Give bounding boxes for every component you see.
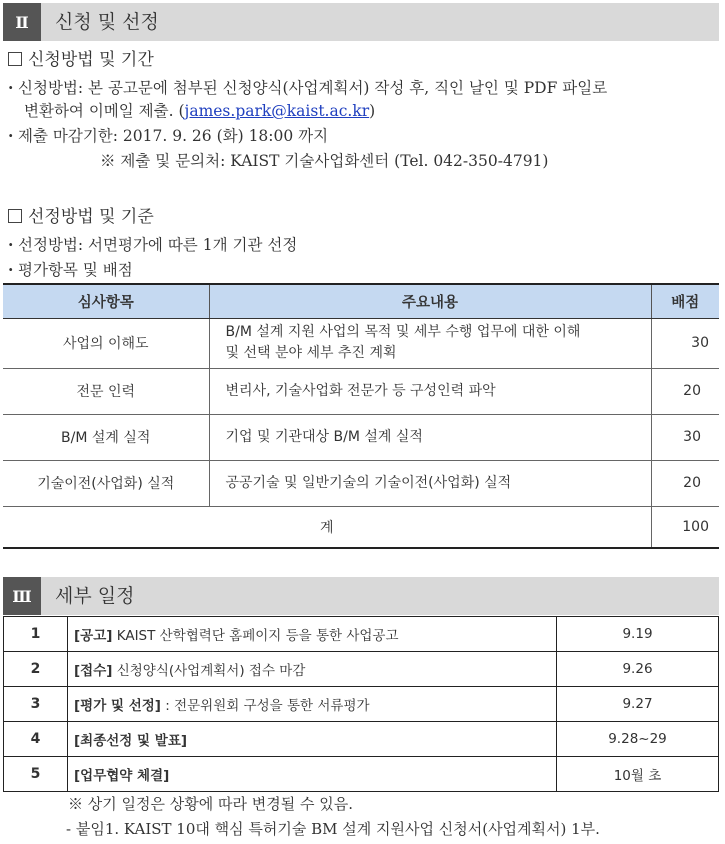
apply-method-text: 신청방법: 본 공고문에 첨부된 신청양식(사업계획서) 작성 후, 직인 날인 및 PDF 파일로 — [18, 79, 608, 97]
section-title: 신청 및 선정 — [55, 11, 159, 33]
eval-score: 20 — [651, 460, 719, 506]
eval-item: 사업의 이해도 — [3, 318, 209, 368]
eval-items-text: 평가항목 및 배점 — [18, 261, 133, 279]
section-3-header — [3, 577, 719, 615]
table-row — [3, 318, 719, 368]
total-label: 계 — [3, 506, 651, 548]
contact-line: ※ 제출 및 문의처: KAIST 기술사업화센터 (Tel. 042-350-4791) — [100, 152, 549, 170]
select-heading — [8, 207, 154, 227]
bullet-icon: · — [8, 78, 14, 97]
eval-item: B/M 설계 실적 — [3, 414, 209, 460]
schedule-date: 9.26 — [557, 652, 719, 687]
total-score: 100 — [651, 506, 719, 548]
table-row — [3, 368, 719, 414]
apply-method-line-2 — [24, 101, 375, 121]
table-header-row — [3, 284, 719, 318]
section-number: Ⅱ — [3, 3, 41, 41]
task-tag: [공고] — [74, 628, 113, 644]
section-title: 세부 일정 — [55, 585, 135, 607]
table-row — [4, 722, 719, 757]
bullet-icon: · — [8, 260, 14, 279]
total-row — [3, 506, 719, 548]
eval-score: 30 — [651, 414, 719, 460]
select-method-text: 선정방법: 서면평가에 따른 1개 기관 선정 — [18, 236, 298, 254]
task-tag: [업무협약 체결] — [74, 768, 170, 784]
table-row — [3, 460, 719, 506]
eval-item: 전문 인력 — [3, 368, 209, 414]
apply-heading-text: 신청방법 및 기간 — [28, 50, 154, 70]
schedule-task — [68, 757, 557, 792]
schedule-date: 9.19 — [557, 617, 719, 652]
paren-close: ) — [369, 102, 376, 120]
schedule-task — [68, 722, 557, 757]
schedule-date: 10월 초 — [557, 757, 719, 792]
schedule-no: 4 — [4, 722, 68, 757]
task-tag: [평가 및 선정] — [74, 698, 161, 714]
eval-content — [209, 318, 651, 368]
eval-score: 20 — [651, 368, 719, 414]
column-header: 배점 — [651, 284, 719, 318]
email-link[interactable]: james.park@kaist.ac.kr — [184, 102, 370, 120]
eval-content-line: 및 선택 분야 세부 추진 계획 — [225, 345, 397, 361]
eval-score: 30 — [651, 318, 719, 368]
select-heading-text: 선정방법 및 기준 — [28, 207, 154, 227]
attachment-note: - 붙임1. KAIST 10대 핵심 특허기술 BM 설계 지원사업 신청서(사업계획서) 1부. — [66, 820, 600, 838]
column-header: 주요내용 — [209, 284, 651, 318]
apply-heading — [8, 50, 154, 70]
eval-items-line — [8, 260, 133, 280]
eval-content: 공공기술 및 일반기술의 기술이전(사업화) 실적 — [209, 460, 651, 506]
evaluation-table — [3, 283, 719, 549]
bullet-icon: · — [8, 235, 14, 254]
apply-method-text-2: 변환하여 이메일 제출. ( — [24, 102, 185, 120]
column-header: 심사항목 — [3, 284, 209, 318]
select-method-line — [8, 235, 297, 255]
eval-content-line: B/M 설계 지원 사업의 목적 및 세부 수행 업무에 대한 이해 — [225, 324, 581, 340]
task-text: KAIST 산학협력단 홈페이지 등을 통한 사업공고 — [112, 628, 399, 644]
schedule-task — [68, 687, 557, 722]
schedule-no: 3 — [4, 687, 68, 722]
deadline-text: 제출 마감기한: 2017. 9. 26 (화) 18:00 까지 — [18, 127, 329, 145]
section-number: Ⅲ — [3, 577, 41, 615]
table-row — [4, 617, 719, 652]
eval-item: 기술이전(사업화) 실적 — [3, 460, 209, 506]
checkbox-square-icon — [8, 52, 22, 66]
schedule-no: 1 — [4, 617, 68, 652]
schedule-table — [3, 616, 719, 792]
table-row — [4, 757, 719, 792]
task-text: : 전문위원회 구성을 통한 서류평가 — [160, 698, 370, 714]
schedule-task — [68, 617, 557, 652]
schedule-task — [68, 652, 557, 687]
apply-method-line — [8, 78, 607, 98]
schedule-date: 9.28~29 — [557, 722, 719, 757]
deadline-line — [8, 126, 328, 146]
table-row — [4, 652, 719, 687]
schedule-note: ※ 상기 일정은 상황에 따라 변경될 수 있음. — [68, 795, 353, 813]
eval-content: 변리사, 기술사업화 전문가 등 구성인력 파악 — [209, 368, 651, 414]
eval-content: 기업 및 기관대상 B/M 설계 실적 — [209, 414, 651, 460]
task-tag: [접수] — [74, 663, 113, 679]
task-tag: [최종선정 및 발표] — [74, 733, 188, 749]
checkbox-square-icon — [8, 209, 22, 223]
schedule-no: 2 — [4, 652, 68, 687]
bullet-icon: · — [8, 126, 14, 145]
task-text: 신청양식(사업계획서) 접수 마감 — [112, 663, 306, 679]
table-row — [4, 687, 719, 722]
table-row — [3, 414, 719, 460]
schedule-date: 9.27 — [557, 687, 719, 722]
schedule-no: 5 — [4, 757, 68, 792]
section-2-header — [3, 3, 719, 41]
